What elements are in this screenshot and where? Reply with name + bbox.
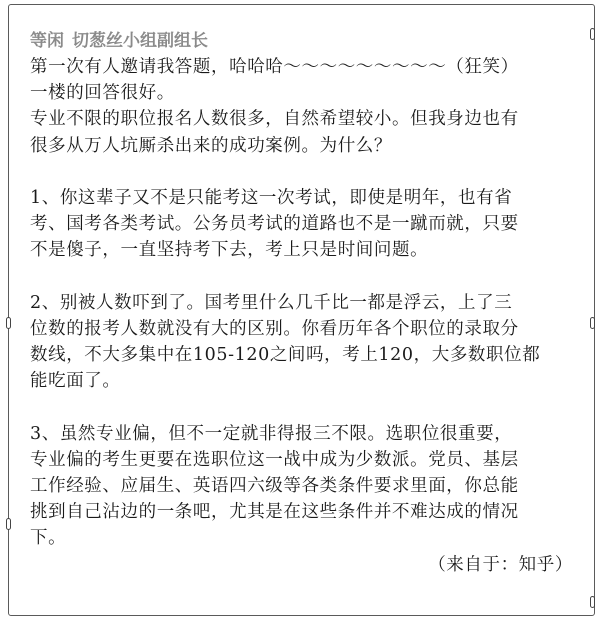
text-line: 挑到自己沾边的一条吧，尤其是在这些条件并不难达成的情况 xyxy=(30,502,519,523)
source-attribution: （来自于：知乎） xyxy=(428,554,573,575)
text-line: 3、虽然专业偏，但不一定就非得报三不限。选职位很重要， xyxy=(30,423,513,444)
resize-handle-bottom-right[interactable] xyxy=(590,596,595,608)
point-1-paragraph xyxy=(30,185,585,264)
text-line: 专业不限的职位报名人数很多，自然希望较小。但我身边也有 xyxy=(30,109,519,130)
post-content xyxy=(30,30,585,578)
point-2-paragraph xyxy=(30,290,585,395)
username[interactable]: 等闲 xyxy=(30,31,64,51)
text-line: 很多从万人坑厮杀出来的成功案例。为什么？ xyxy=(30,135,392,156)
resize-handle-top-right[interactable] xyxy=(590,28,595,40)
text-line: 位数的报考人数就没有大的区别。你看历年各个职位的录取分 xyxy=(30,318,519,339)
text-line: 考、国考各类考试。公务员考试的道路也不是一蹴而就，只要 xyxy=(30,214,519,235)
text-line: 数线，不大多集中在105-120之间吗，考上120，大多数职位都 xyxy=(30,345,541,366)
text-line: 1、你这辈子又不是只能考这一次考试，即使是明年，也有省 xyxy=(30,187,513,208)
point-3-paragraph xyxy=(30,421,585,552)
intro-paragraph xyxy=(30,54,585,159)
text-line: 专业偏的考生更要在选职位这一战中成为少数派。党员、基层 xyxy=(30,449,519,470)
text-line: 一楼的回答很好。 xyxy=(30,83,175,104)
text-line: 2、别被人数吓到了。国考里什么几千比一都是浮云，上了三 xyxy=(30,292,513,313)
text-line: 下。 xyxy=(30,528,67,549)
resize-handle-bottom-left[interactable] xyxy=(6,518,11,530)
text-line: 能吃面了。 xyxy=(30,371,121,392)
resize-handle-middle-left[interactable] xyxy=(6,317,11,329)
text-line: 工作经验、应届生、英语四六级等各类条件要求里面，你总能 xyxy=(30,476,519,496)
text-line: 第一次有人邀请我答题，哈哈哈～～～～～～～～～（狂笑） xyxy=(30,57,519,77)
post-header xyxy=(30,30,585,52)
user-title: 切葱丝小组副组长 xyxy=(72,31,208,51)
resize-handle-middle-right[interactable] xyxy=(590,317,595,329)
text-line: 不是傻子，一直坚持考下去，考上只是时间问题。 xyxy=(30,240,429,261)
